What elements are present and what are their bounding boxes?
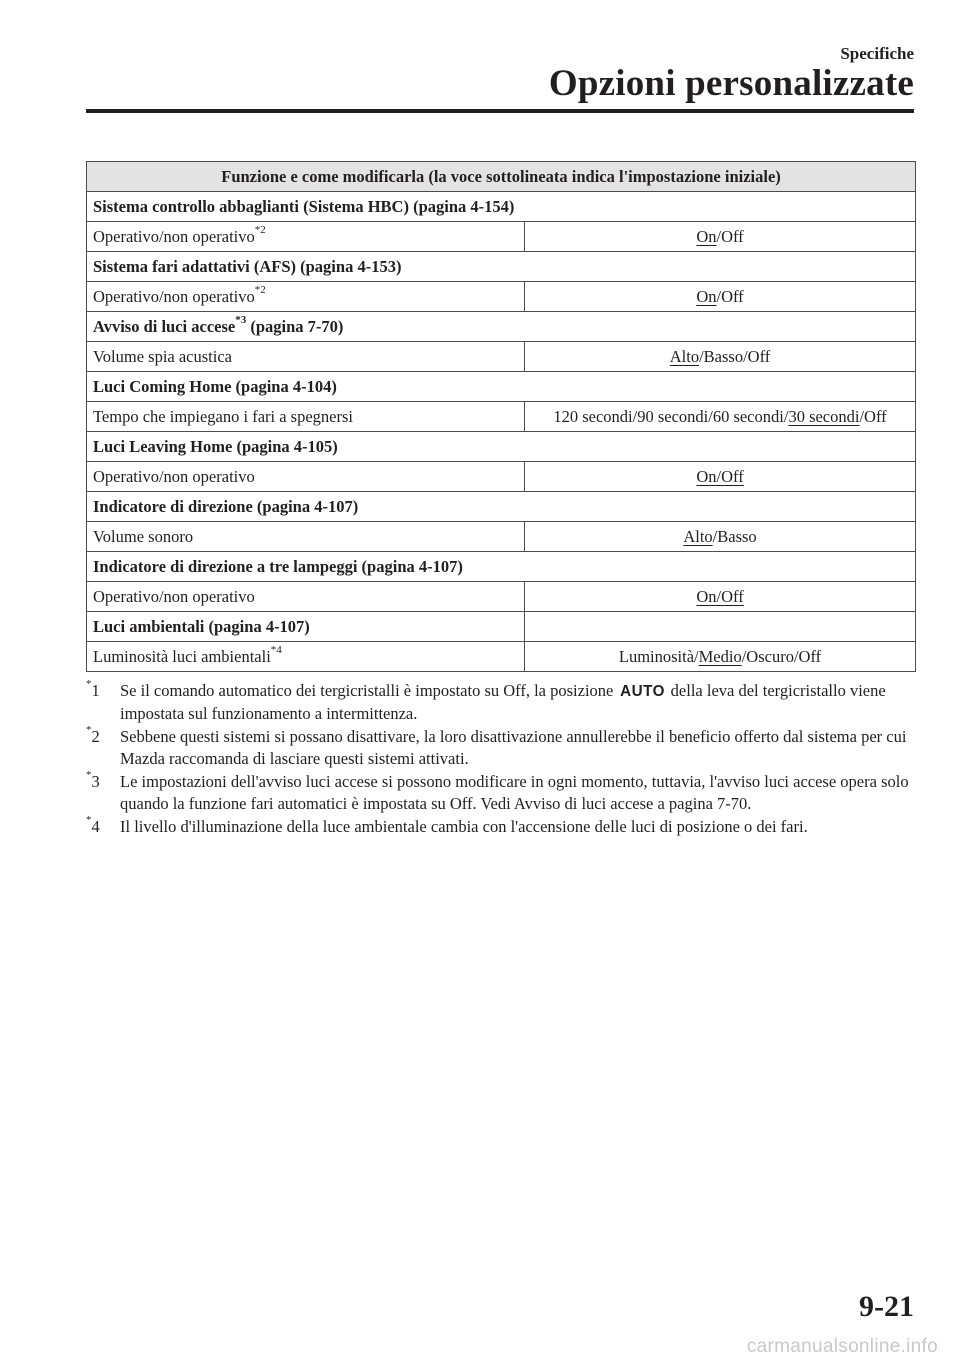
default-option: On <box>696 226 717 246</box>
group-row <box>87 612 916 642</box>
customization-table <box>86 161 916 672</box>
default-option: On/Off <box>696 466 744 486</box>
default-option: Alto <box>683 526 713 546</box>
group-row <box>87 252 916 282</box>
group-title-leaving-home: Luci Leaving Home (pagina 4-105) <box>87 432 916 462</box>
setting-value <box>525 582 916 612</box>
setting-value: On/Off <box>525 282 916 312</box>
table-header: Funzione e come modificarla (la voce sottolineata indica l'impostazione iniziale) <box>87 162 916 192</box>
auto-wiper-icon: AUTO <box>619 683 665 700</box>
table-row <box>87 402 916 432</box>
table-row <box>87 582 916 612</box>
group-title-coming-home: Luci Coming Home (pagina 4-104) <box>87 372 916 402</box>
setting-value: Alto/Basso/Off <box>525 342 916 372</box>
default-option: Alto <box>669 346 700 366</box>
empty-cell <box>525 612 916 642</box>
setting-label: Operativo/non operativo$^{*2}$ <box>87 222 525 252</box>
group-title-hbc: Sistema controllo abbaglianti (Sistema HBC) (pagina 4-154) <box>87 192 916 222</box>
table-row <box>87 222 916 252</box>
setting-label: Operativo/non operativo <box>87 582 525 612</box>
footnote-2: *2 Sebbene questi sistemi si possano disattivare, la loro disattivazione annullerebbe il beneficio offerto dal sistema per cui Mazda raccomanda di lasciare questi sistemi attivati. <box>86 723 907 768</box>
footnotes <box>86 677 915 839</box>
setting-label: Tempo che impiegano i fari a spegnersi <box>87 402 525 432</box>
group-row <box>87 432 916 462</box>
group-row <box>87 372 916 402</box>
table-header-row <box>87 162 916 192</box>
group-row <box>87 312 916 342</box>
setting-value: Luminosità/Medio/Oscuro/Off <box>525 642 916 672</box>
default-option: On <box>696 286 717 306</box>
default-option: 30 secondi <box>788 406 860 426</box>
group-title-ambient: Luci ambientali (pagina 4-107) <box>87 612 525 642</box>
group-title-three-flash: Indicatore di direzione a tre lampeggi (pagina 4-107) <box>87 552 916 582</box>
setting-value: Alto/Basso <box>525 522 916 552</box>
setting-value: 120 secondi/90 secondi/60 secondi/30 secondi/Off <box>525 402 916 432</box>
setting-label: Operativo/non operativo <box>87 462 525 492</box>
header-divider <box>86 109 914 113</box>
setting-label: Volume spia acustica <box>87 342 525 372</box>
footnote-1: *1 Se il comando automatico dei tergicristalli è impostato su Off, la posizione AUTO della leva del tergicristallo viene impostata sul funzionamento a intermittenza. <box>86 677 886 723</box>
watermark: carmanualsonline.info <box>746 1336 938 1357</box>
setting-value: On/Off <box>525 222 916 252</box>
default-option: On/Off <box>696 586 744 606</box>
table-row <box>87 642 916 672</box>
footnote-4: *4 Il livello d'illuminazione della luce ambientale cambia con l'accensione delle luci di posizione o dei fari. <box>86 813 808 836</box>
group-title-afs: Sistema fari adattativi (AFS) (pagina 4-153) <box>87 252 916 282</box>
table-row <box>87 462 916 492</box>
setting-label: Luminosità luci ambientali$^{*4}$ <box>87 642 525 672</box>
default-option: Medio <box>698 646 742 666</box>
setting-label: Volume sonoro <box>87 522 525 552</box>
table-row <box>87 342 916 372</box>
group-row <box>87 492 916 522</box>
table-row <box>87 522 916 552</box>
section-label: Specifiche <box>840 44 914 63</box>
group-row <box>87 192 916 222</box>
table-row <box>87 282 916 312</box>
group-title-lights-on-warning: Avviso di luci accese$^{*3}$ (pagina 7-70) <box>87 312 916 342</box>
page-title: Opzioni personalizzate <box>548 63 914 104</box>
page-number: 9-21 <box>859 1290 914 1323</box>
setting-label: Operativo/non operativo$^{*2}$ <box>87 282 525 312</box>
group-title-turn-signal: Indicatore di direzione (pagina 4-107) <box>87 492 916 522</box>
group-row <box>87 552 916 582</box>
footnote-3: *3 Le impostazioni dell'avviso luci accese si possono modificare in ogni momento, tuttavia, l'avviso luci accese opera solo quando la funzione fari automatici è impostata su Off. Vedi Avviso di luci accese a pagina 7-70. <box>86 768 909 813</box>
setting-value <box>525 462 916 492</box>
